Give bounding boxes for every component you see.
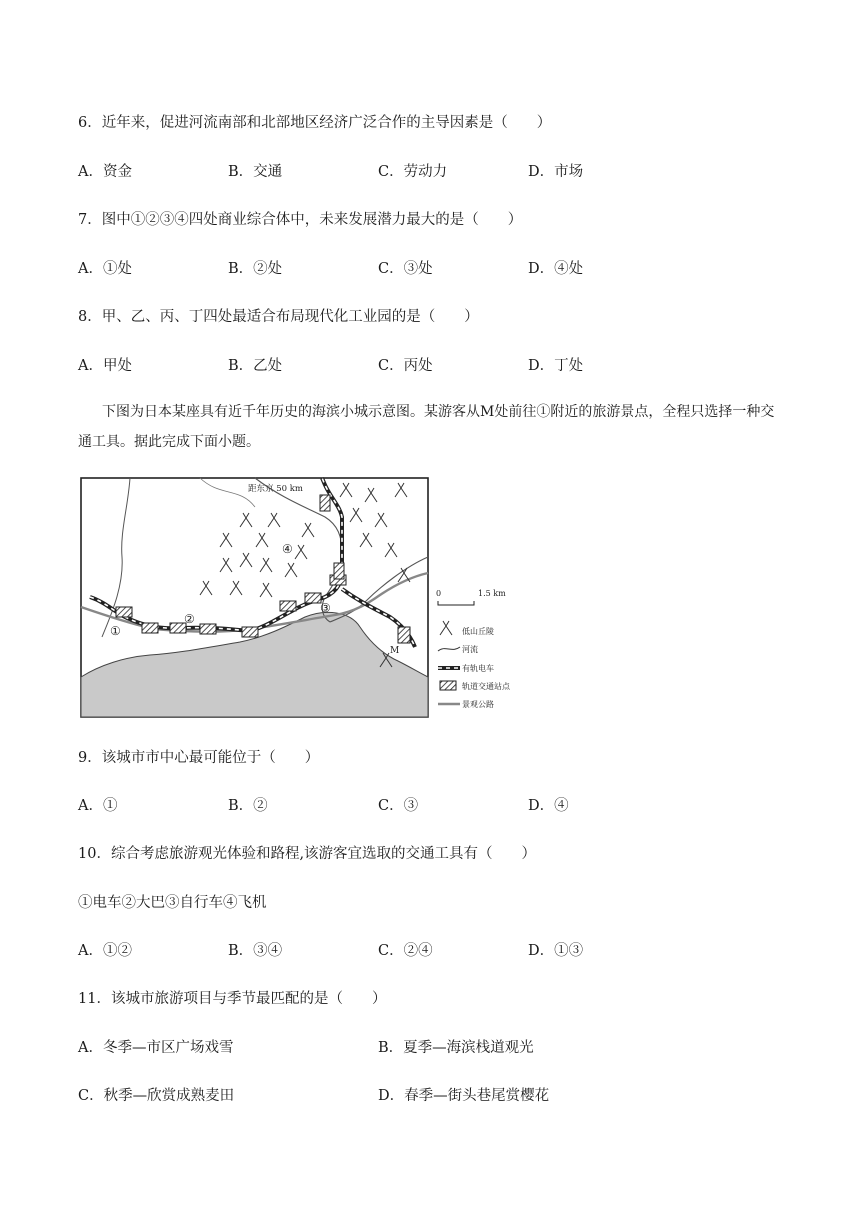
station-4	[200, 624, 216, 634]
q11-option-c: C．秋季—欣赏成熟麦田	[78, 1088, 235, 1104]
station-9	[334, 563, 344, 579]
legend-tram: 有轨电车	[462, 664, 494, 673]
station-7	[305, 593, 321, 603]
q9-option-b: B．②	[228, 798, 268, 814]
legend-station-symbol	[440, 681, 456, 690]
q8-option-a: A．甲处	[78, 358, 132, 374]
legend-station: 轨道交通站点	[462, 682, 510, 691]
legend-river: 河流	[462, 645, 478, 654]
station-5	[242, 627, 258, 637]
question-8-stem: 8．甲、乙、丙、丁四处最适合布局现代化工业园的是（ ）	[78, 309, 479, 325]
q6-option-d: D．市场	[528, 164, 584, 180]
legend-highway: 景观公路	[462, 700, 494, 709]
q7-option-b: B．②处	[228, 261, 283, 277]
map-legend	[438, 621, 511, 709]
question-11-stem: 11．该城市旅游项目与季节最匹配的是（ ）	[78, 991, 387, 1007]
q7-option-d: D．④处	[528, 261, 584, 277]
station-1	[116, 607, 132, 617]
q8-option-b: B．乙处	[228, 358, 283, 374]
station-11	[398, 627, 410, 643]
question-10-items: ①电车②大巴③自行车④飞机	[78, 895, 267, 911]
q10-option-d: D．①③	[528, 943, 584, 959]
q9-option-c: C．③	[378, 798, 419, 814]
legend-hill-symbol	[440, 621, 452, 635]
marker-3: ③	[320, 601, 331, 615]
legend-hill: 低山丘陵	[462, 627, 494, 636]
marker-4: ④	[282, 542, 293, 556]
q11-option-d: D．春季—街头巷尾赏樱花	[378, 1088, 550, 1104]
station-10	[320, 495, 330, 511]
town-map	[80, 477, 520, 722]
question-9-stem: 9．该城市市中心最可能位于（ ）	[78, 750, 320, 766]
marker-1: ①	[110, 624, 121, 638]
question-7-stem: 7．图中①②③④四处商业综合体中，未来发展潜力最大的是（ ）	[78, 212, 523, 228]
q7-option-c: C．③处	[378, 261, 433, 277]
q6-option-c: C．劳动力	[378, 164, 448, 180]
q9-option-a: A．①	[78, 798, 118, 814]
point-m-label: M	[390, 646, 400, 656]
q11-option-a: A．冬季—市区广场戏雪	[78, 1040, 234, 1056]
station-6	[280, 601, 296, 611]
scale-bar	[438, 601, 474, 605]
q9-option-d: D．④	[528, 798, 569, 814]
station-2	[142, 623, 158, 633]
question-10-stem: 10．综合考虑旅游观光体验和路程,该游客宜选取的交通工具有（ ）	[78, 846, 537, 862]
intro-paragraph: 下图为日本某座具有近千年历史的海滨小城示意图。某游客从M处前往①附近的旅游景点，全程只选择一种交通工具。据此完成下面小题。	[78, 404, 775, 450]
marker-2: ②	[184, 612, 195, 626]
q7-option-a: A．①处	[78, 261, 132, 277]
q8-option-d: D．丁处	[528, 358, 584, 374]
q6-option-b: B．交通	[228, 164, 283, 180]
question-6-stem: 6．近年来，促进河流南部和北部地区经济广泛合作的主导因素是（ ）	[78, 115, 552, 131]
q10-option-a: A．①②	[78, 943, 132, 959]
q8-option-c: C．丙处	[378, 358, 433, 374]
q6-option-a: A．资金	[78, 164, 132, 180]
q10-option-c: C．②④	[378, 943, 433, 959]
legend-river-symbol	[438, 647, 460, 651]
q10-option-b: B．③④	[228, 943, 283, 959]
q11-option-b: B．夏季—海滨栈道观光	[378, 1040, 534, 1056]
distance-label: 距东京 50 km	[248, 484, 303, 494]
scale-value: 1.5 km	[478, 589, 506, 598]
scale-zero: 0	[436, 589, 442, 598]
